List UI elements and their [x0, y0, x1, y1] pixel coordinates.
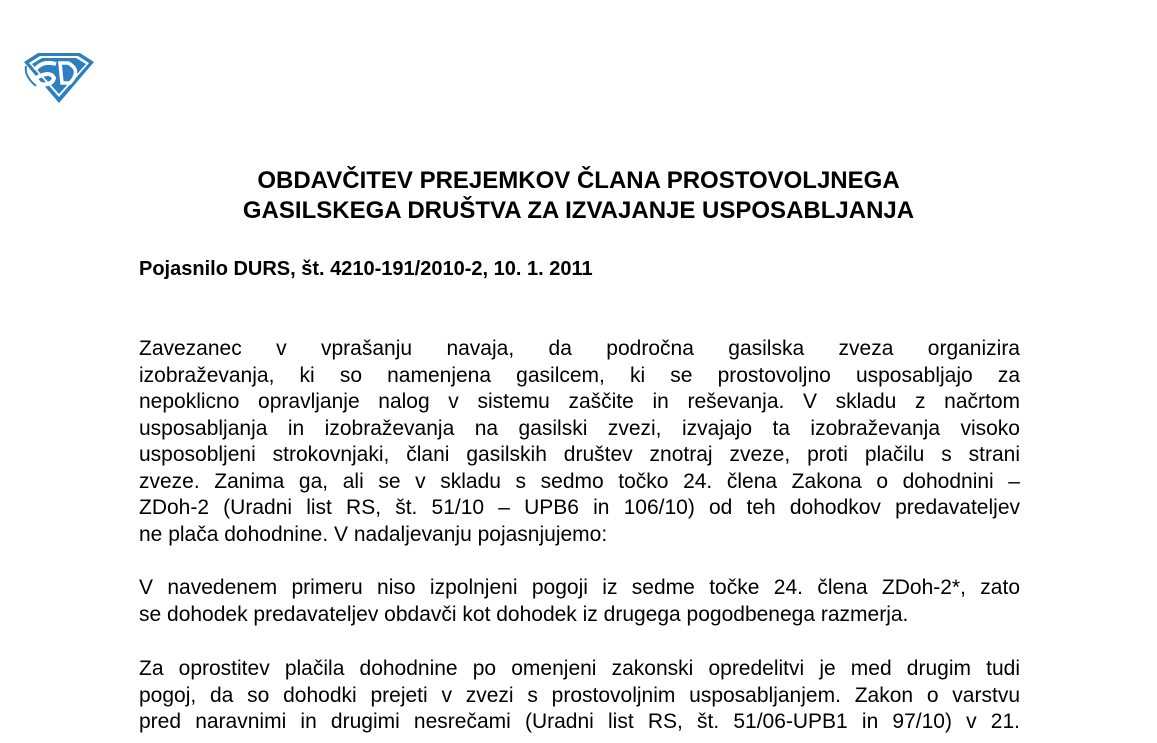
paragraph-line: nepoklicno opravljanje nalog v sistemu zaščite in reševanja. V skladu z načrtom — [139, 390, 1020, 413]
paragraph-line: pogoj, da so dohodki prejeti v zvezi s prostovoljnim usposabljanjem. Zakon o varstvu — [139, 683, 1020, 707]
document-subtitle: Pojasnilo DURS, št. 4210-191/2010-2, 10. 1. 2011 — [139, 258, 593, 280]
title-line-1: OBDAVČITEV PREJEMKOV ČLANA PROSTOVOLJNEGA — [257, 167, 900, 194]
paragraph-line: V navedenem primeru niso izpolnjeni pogoji iz sedme točke 24. člena ZDoh-2*, zato — [139, 576, 1020, 599]
document-title — [0, 166, 1157, 226]
paragraph-line: se dohodek predavateljev obdavči kot dohodek iz drugega pogodbenega razmerja. — [139, 602, 909, 626]
paragraph-line: Zavezanec v vprašanju navaja, da področna gasilska zveza organizira — [139, 337, 1020, 360]
paragraph-3 — [139, 656, 1020, 736]
paragraph-line: usposabljanja in izobraževanja na gasilski zvezi, izvajajo ta izobraževanja visoko — [139, 416, 1020, 440]
paragraph-line: usposobljeni strokovnjaki, člani gasilskih društev znotraj zveze, proti plačilu s strani — [139, 443, 1020, 466]
paragraph-1 — [139, 336, 1020, 548]
paragraph-line: izobraževanja, ki so namenjena gasilcem, ki se prostovoljno usposabljajo za — [139, 363, 1020, 387]
paragraph-line: zveze. Zanima ga, ali se v skladu s sedmo točko 24. člena Zakona o dohodnini – — [139, 469, 1020, 493]
paragraph-line: pred naravnimi in drugimi nesrečami (Uradni list RS, št. 51/06-UPB1 in 97/10) v 21. — [139, 710, 1020, 733]
sd-logo-icon — [22, 50, 96, 104]
paragraph-line: ZDoh-2 (Uradni list RS, št. 51/10 – UPB6 in 106/10) od teh dohodkov predavateljev — [139, 496, 1020, 519]
paragraph-2 — [139, 575, 1020, 628]
title-line-2: GASILSKEGA DRUŠTVA ZA IZVAJANJE USPOSABLJANJA — [242, 197, 915, 224]
paragraph-line: ne plača dohodnine. V nadaljevanju pojasnjujemo: — [139, 522, 608, 546]
paragraph-line: Za oprostitev plačila dohodnine po omenjeni zakonski opredelitvi je med drugim tudi — [139, 657, 1020, 680]
